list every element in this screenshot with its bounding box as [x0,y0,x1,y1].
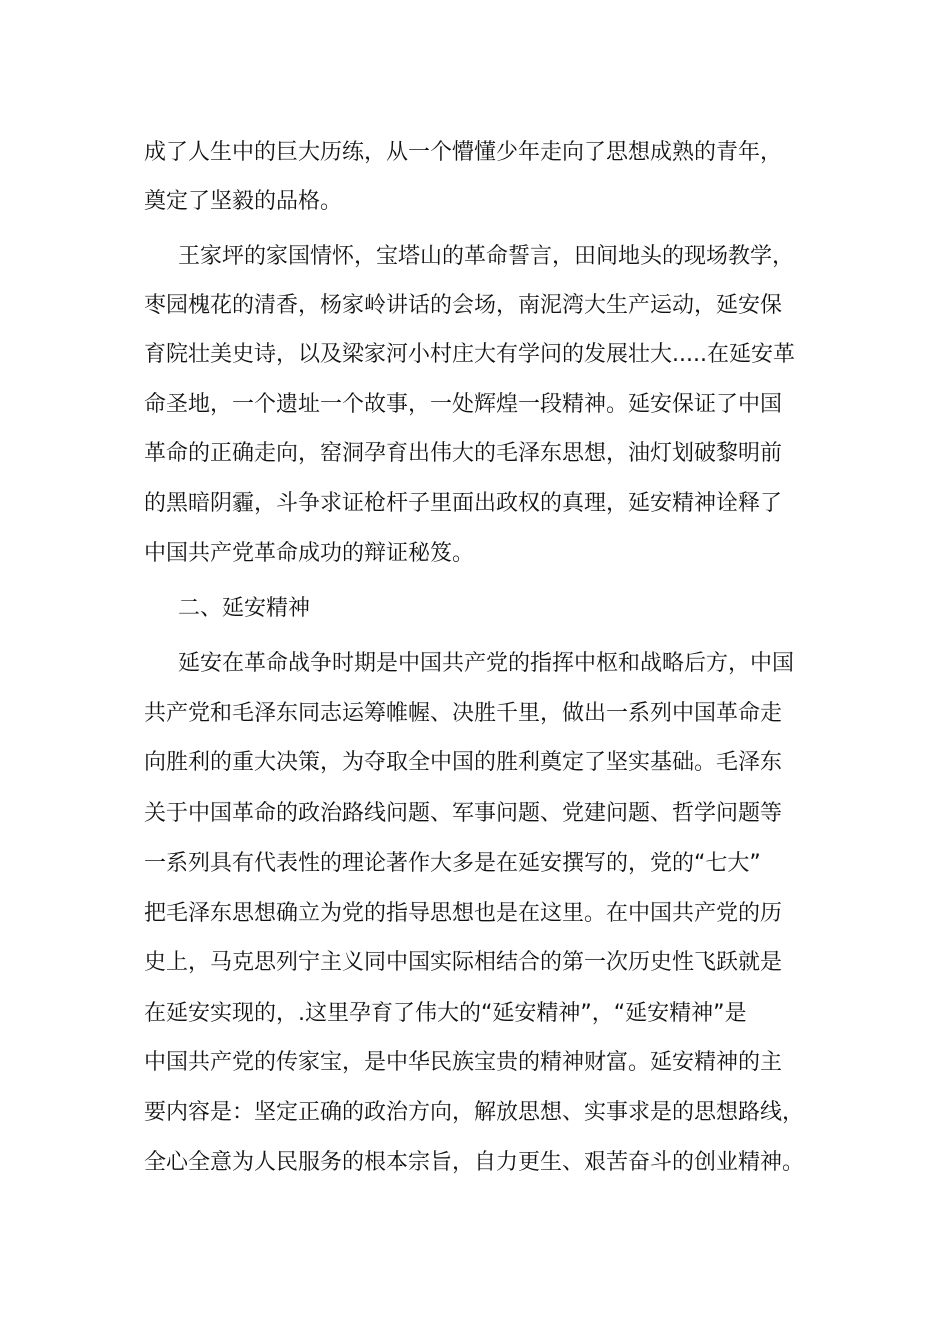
text-line-15: 一系列具有代表性的理论著作大多是在延安撰写的，党的“七大” [144,851,761,876]
text-line-1: 成了人生中的巨大历练，从一个懵懂少年走向了思想成熟的青年， [144,140,783,165]
text-line-18: 在延安实现的，.这里孕育了伟大的“延安精神”，“延安精神”是 [144,1001,747,1026]
text-line-16: 把毛泽东思想确立为党的指导思想也是在这里。在中国共产党的历 [144,901,783,926]
section-heading: 二、延安精神 [178,596,311,621]
text-line-8: 的黑暗阴霾，斗争求证枪杆子里面出政权的真理，延安精神诠释了 [144,491,783,516]
text-line-7: 革命的正确走向，窑洞孕育出伟大的毛泽东思想，油灯划破黎明前 [144,441,783,466]
text-line-12: 共产党和毛泽东同志运筹帷幄、决胜千里，做出一系列中国革命走 [144,701,783,726]
text-line-2: 奠定了坚毅的品格。 [144,189,343,214]
text-line-21: 全心全意为人民服务的根本宗旨，自力更生、艰苦奋斗的创业精神。 [144,1150,805,1175]
text-line-4: 枣园槐花的清香，杨家岭讲话的会场，南泥湾大生产运动，延安保 [144,293,783,318]
text-line-14: 关于中国革命的政治路线问题、军事问题、党建问题、哲学问题等 [144,801,783,826]
text-line-17: 史上，马克思列宁主义同中国实际相结合的第一次历史性飞跃就是 [144,950,783,975]
text-line-9: 中国共产党革命成功的辩证秘笈。 [144,541,475,566]
paragraph-start-line: 王家坪的家国情怀，宝塔山的革命誓言，田间地头的现场教学， [178,244,795,269]
text-line-6: 命圣地，一个遗址一个故事，一处辉煌一段精神。延安保证了中国 [144,392,783,417]
text-line-5: 育院壮美史诗，以及梁家河小村庄大有学问的发展壮大.....在延安革 [144,342,795,367]
text-line-19: 中国共产党的传家宝，是中华民族宝贵的精神财富。延安精神的主 [144,1050,783,1075]
text-line-20: 要内容是：坚定正确的政治方向，解放思想、实事求是的思想路线， [144,1100,805,1125]
paragraph-start-line: 延安在革命战争时期是中国共产党的指挥中枢和战略后方，中国 [178,651,795,676]
text-line-13: 向胜利的重大决策，为夺取全中国的胜利奠定了坚实基础。毛泽东 [144,750,783,775]
